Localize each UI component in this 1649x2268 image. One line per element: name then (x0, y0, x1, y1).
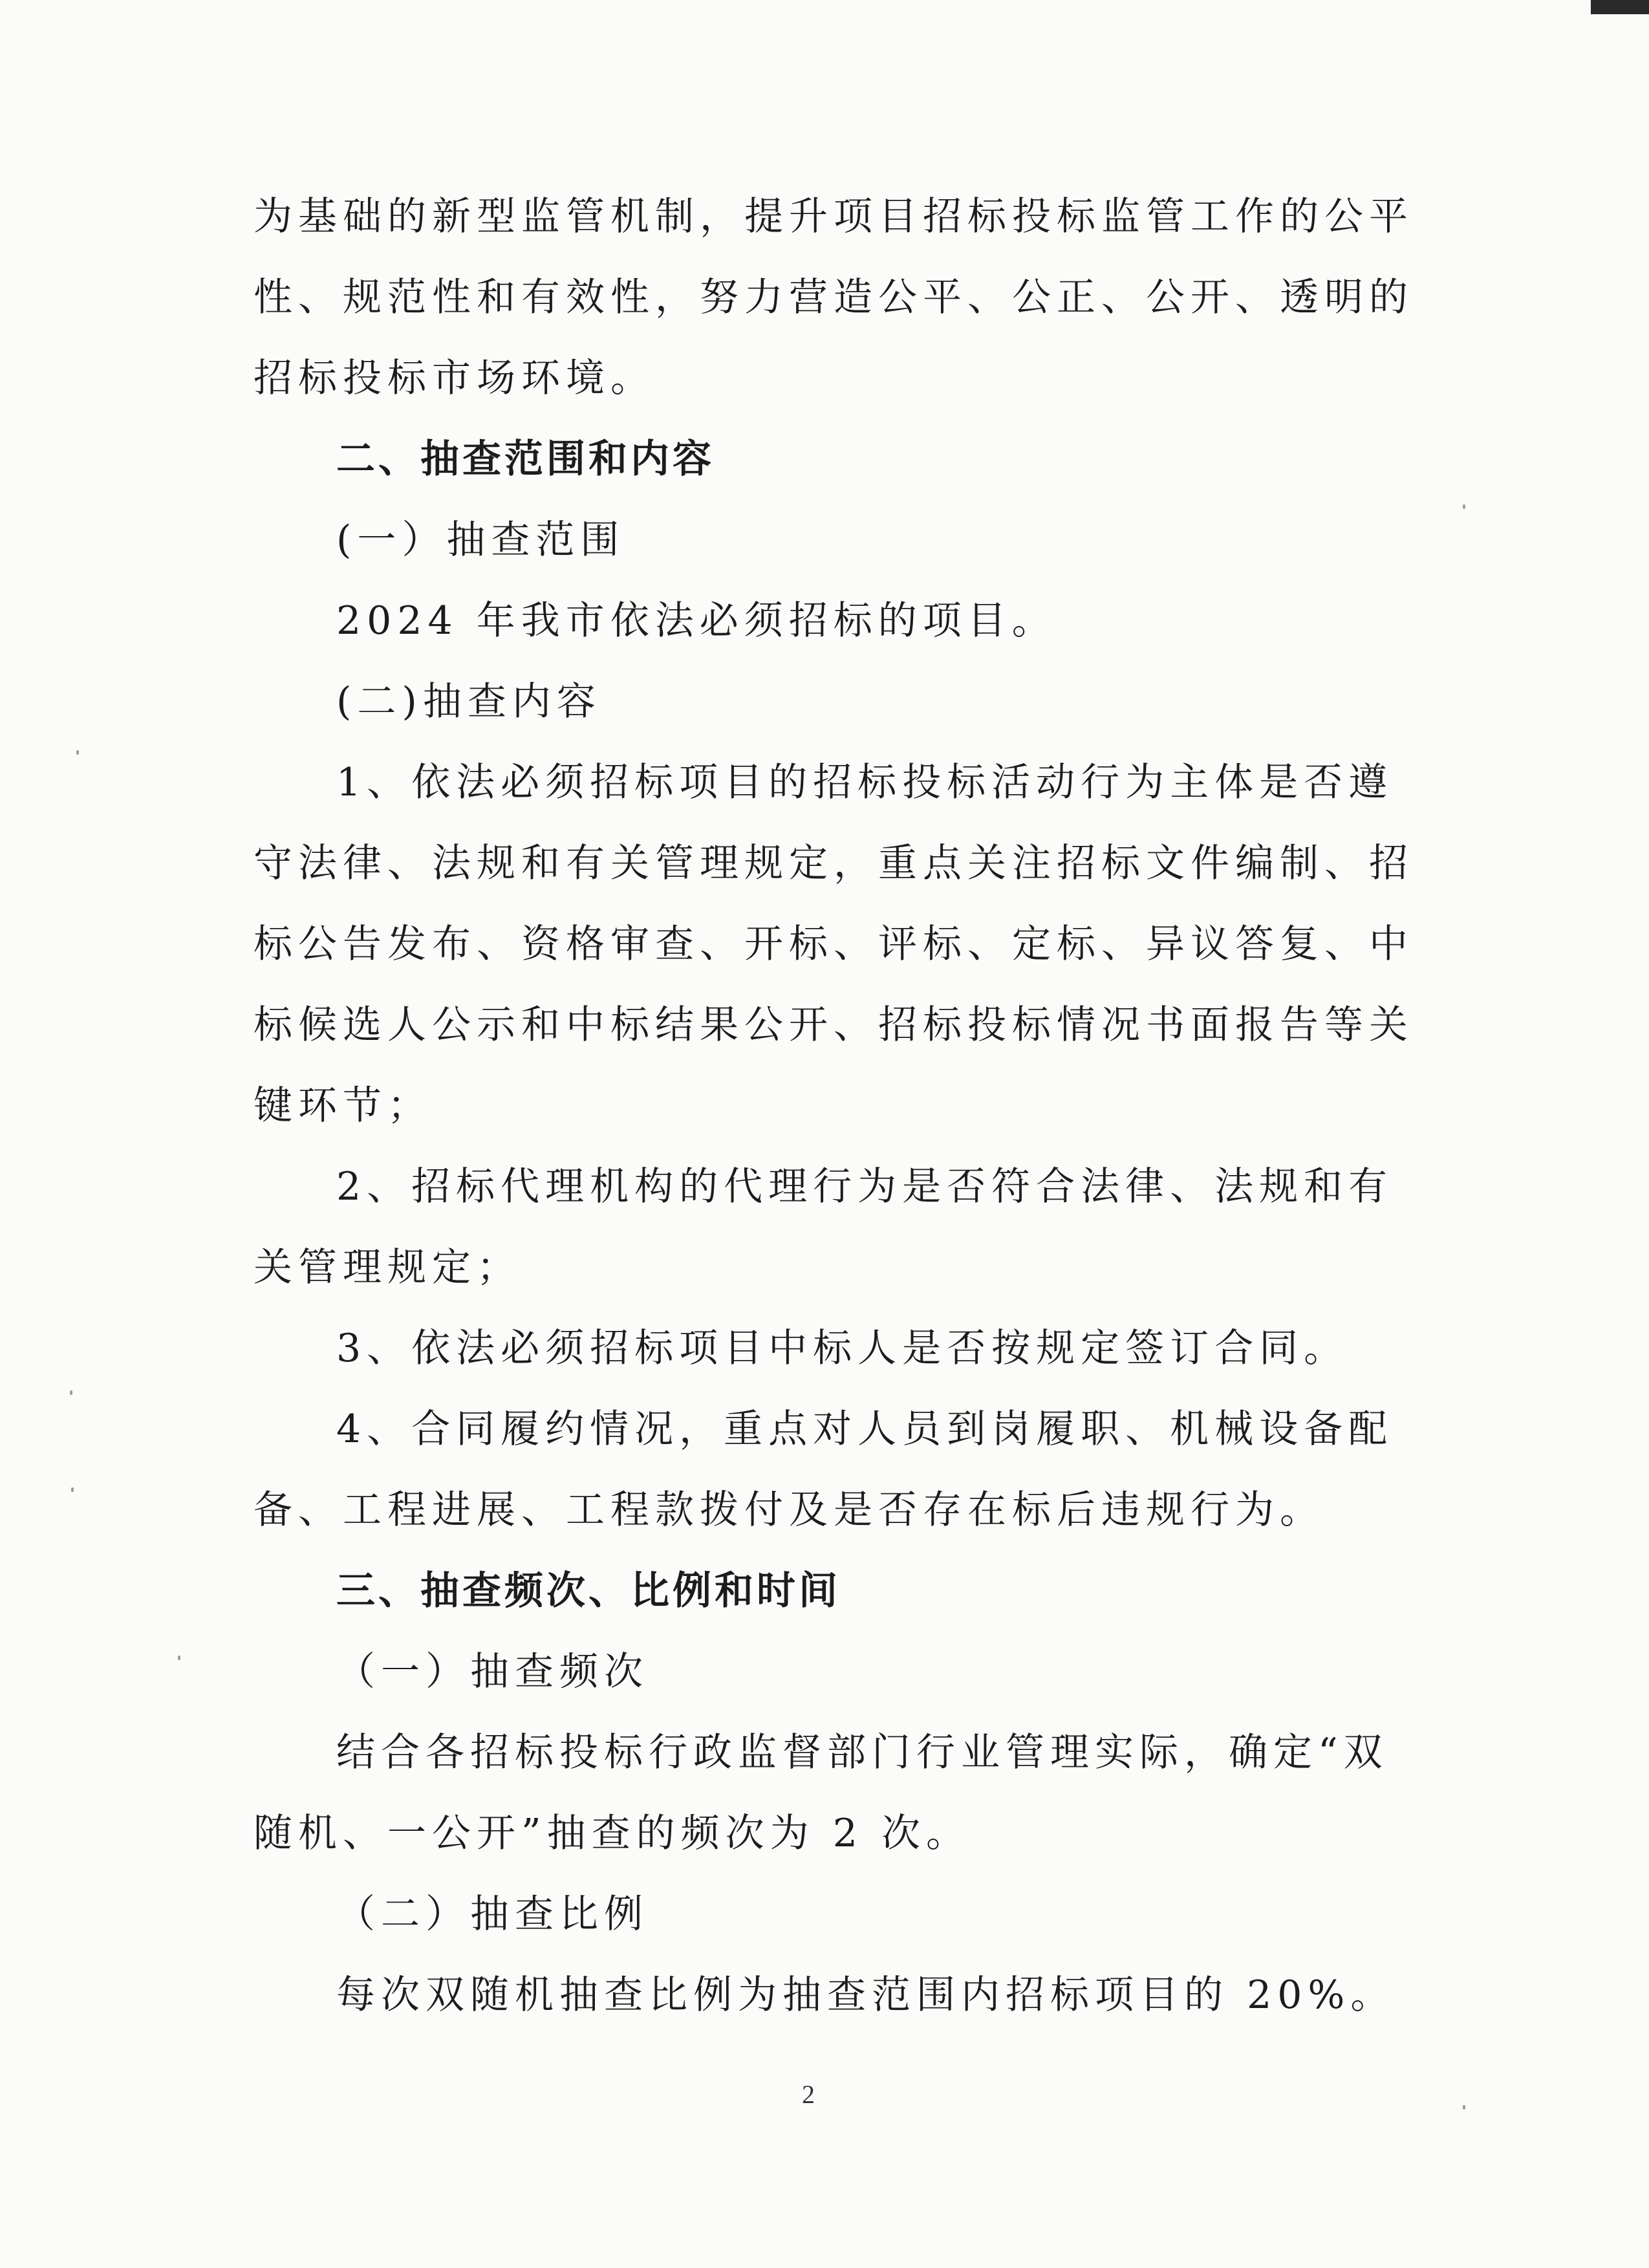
paragraph-line: 2024 年我市依法必须招标的项目。 (336, 598, 1057, 643)
paragraph-line: 随机、一公开”抽查的频次为 2 次。 (253, 1811, 971, 1856)
subsection-heading: （二）抽查比例 (336, 1892, 649, 1937)
page-number: 2 (802, 2080, 815, 2109)
paragraph-line: 标公告发布、资格审查、开标、评标、定标、异议答复、中 (253, 922, 1414, 967)
paragraph-line: 标候选人公示和中标结果公开、招标投标情况书面报告等关 (253, 1002, 1414, 1048)
paragraph-line: 为基础的新型监管机制，提升项目招标投标监管工作的公平 (253, 194, 1414, 239)
subsection-heading: （一）抽查频次 (336, 1649, 649, 1694)
paragraph-line: 关管理规定； (253, 1245, 521, 1290)
paragraph-line: 键环节； (253, 1083, 432, 1129)
section-heading-2: 二、抽查范围和内容 (336, 437, 715, 482)
list-item-3: 3、依法必须招标项目中标人是否按规定签订合同。 (336, 1326, 1349, 1371)
section-heading-3: 三、抽查频次、比例和时间 (336, 1568, 841, 1614)
list-item-4: 4、合同履约情况，重点对人员到岗履职、机械设备配 (336, 1407, 1394, 1452)
list-item-1: 1、依法必须招标项目的招标投标活动行为主体是否遵 (336, 760, 1394, 805)
paragraph-line: 结合各招标投标行政监督部门行业管理实际，确定“双 (336, 1730, 1388, 1775)
scan-speck (178, 1656, 180, 1660)
paragraph-line: 备、工程进展、工程款拨付及是否存在标后违规行为。 (253, 1487, 1324, 1533)
subsection-heading: (一）抽查范围 (336, 517, 625, 563)
list-item-2: 2、招标代理机构的代理行为是否符合法律、法规和有 (336, 1164, 1394, 1209)
paragraph-line: 守法律、法规和有关管理规定，重点关注招标文件编制、招 (253, 841, 1414, 886)
scan-edge-mark (1591, 0, 1649, 14)
scan-speck (76, 750, 79, 755)
scan-speck (71, 1487, 74, 1492)
scan-speck (1463, 504, 1465, 509)
paragraph-line: 每次双随机抽查比例为抽查范围内招标项目的 20%。 (336, 1972, 1396, 2018)
paragraph-line: 性、规范性和有效性，努力营造公平、公正、公开、透明的 (253, 275, 1414, 320)
scan-speck (1463, 2105, 1465, 2110)
subsection-heading: (二)抽查内容 (336, 679, 601, 724)
paragraph-line: 招标投标市场环境。 (253, 356, 655, 401)
scan-speck (70, 1390, 72, 1395)
